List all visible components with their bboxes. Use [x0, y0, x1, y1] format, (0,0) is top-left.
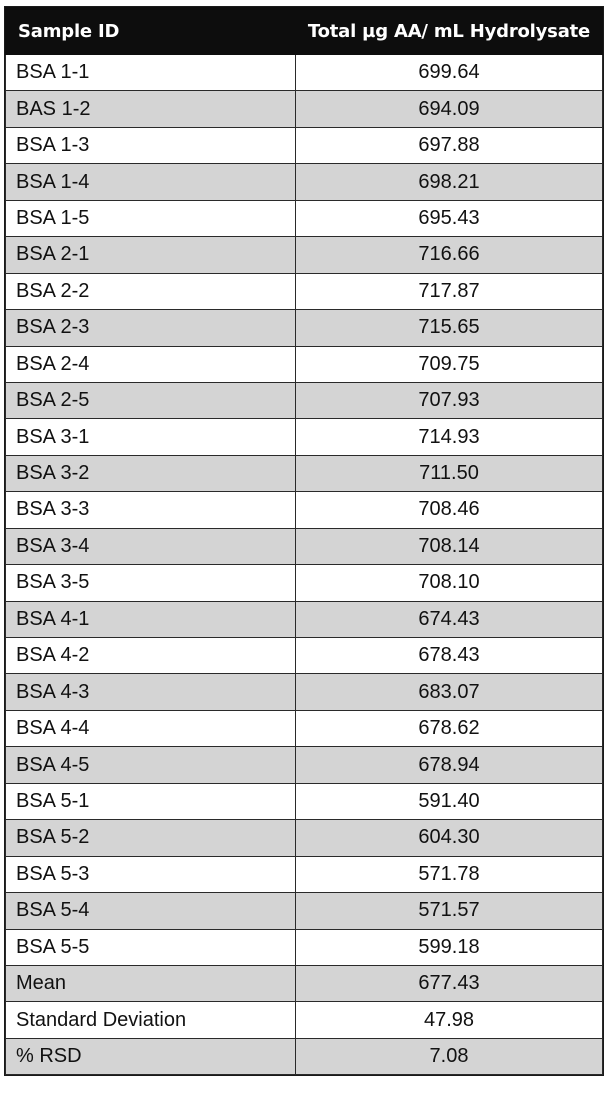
- cell-sample-id: BSA 5-2: [6, 820, 296, 856]
- table-row: [6, 237, 603, 273]
- cell-total-aa-value: 674.43: [296, 601, 603, 637]
- cell-sample-id: BSA 4-5: [6, 747, 296, 783]
- table-row: [6, 273, 603, 309]
- cell-sample-id: BSA 2-1: [6, 237, 296, 273]
- table-row: [6, 710, 603, 746]
- cell-total-aa-value: 697.88: [296, 127, 603, 163]
- cell-total-aa-value: 7.08: [296, 1038, 603, 1074]
- table-row: [6, 164, 603, 200]
- cell-sample-id: BSA 5-5: [6, 929, 296, 965]
- cell-sample-id: BSA 1-1: [6, 55, 296, 91]
- cell-total-aa-value: 708.46: [296, 492, 603, 528]
- cell-total-aa-value: 599.18: [296, 929, 603, 965]
- table-row: [6, 965, 603, 1001]
- table-row: [6, 346, 603, 382]
- cell-total-aa-value: 678.94: [296, 747, 603, 783]
- table-row: [6, 929, 603, 965]
- cell-sample-id: BSA 4-2: [6, 638, 296, 674]
- table-row: [6, 200, 603, 236]
- cell-sample-id: BSA 2-2: [6, 273, 296, 309]
- table-row: [6, 747, 603, 783]
- cell-sample-id: BSA 3-5: [6, 565, 296, 601]
- table-row: [6, 91, 603, 127]
- cell-sample-id: BSA 4-4: [6, 710, 296, 746]
- cell-sample-id: Mean: [6, 965, 296, 1001]
- cell-total-aa-value: 695.43: [296, 200, 603, 236]
- cell-sample-id: BSA 2-4: [6, 346, 296, 382]
- cell-total-aa-value: 709.75: [296, 346, 603, 382]
- table-row: [6, 55, 603, 91]
- results-table-container: [4, 6, 604, 1076]
- cell-total-aa-value: 571.57: [296, 893, 603, 929]
- cell-sample-id: BSA 1-3: [6, 127, 296, 163]
- table-row: [6, 820, 603, 856]
- table-row: [6, 382, 603, 418]
- cell-total-aa-value: 694.09: [296, 91, 603, 127]
- cell-total-aa-value: 699.64: [296, 55, 603, 91]
- cell-total-aa-value: 698.21: [296, 164, 603, 200]
- table-row: [6, 528, 603, 564]
- cell-sample-id: BAS 1-2: [6, 91, 296, 127]
- cell-sample-id: BSA 3-3: [6, 492, 296, 528]
- cell-total-aa-value: 678.43: [296, 638, 603, 674]
- cell-total-aa-value: 707.93: [296, 382, 603, 418]
- cell-total-aa-value: 708.10: [296, 565, 603, 601]
- cell-total-aa-value: 715.65: [296, 310, 603, 346]
- table-row: [6, 638, 603, 674]
- cell-total-aa-value: 677.43: [296, 965, 603, 1001]
- cell-total-aa-value: 717.87: [296, 273, 603, 309]
- cell-sample-id: BSA 2-3: [6, 310, 296, 346]
- cell-sample-id: BSA 2-5: [6, 382, 296, 418]
- cell-total-aa-value: 683.07: [296, 674, 603, 710]
- cell-sample-id: BSA 3-1: [6, 419, 296, 455]
- column-header-sample-id: Sample ID: [6, 8, 296, 55]
- table-row: [6, 674, 603, 710]
- cell-sample-id: BSA 5-1: [6, 783, 296, 819]
- cell-sample-id: BSA 1-4: [6, 164, 296, 200]
- table-row: [6, 893, 603, 929]
- cell-sample-id: BSA 4-1: [6, 601, 296, 637]
- cell-sample-id: % RSD: [6, 1038, 296, 1074]
- cell-total-aa-value: 571.78: [296, 856, 603, 892]
- table-row: [6, 783, 603, 819]
- table-row: [6, 492, 603, 528]
- table-row: [6, 455, 603, 491]
- table-row: [6, 310, 603, 346]
- table-row: [6, 1002, 603, 1038]
- table-row: [6, 565, 603, 601]
- table-row: [6, 1038, 603, 1074]
- cell-total-aa-value: 714.93: [296, 419, 603, 455]
- table-row: [6, 601, 603, 637]
- cell-sample-id: BSA 3-4: [6, 528, 296, 564]
- table-row: [6, 856, 603, 892]
- cell-total-aa-value: 708.14: [296, 528, 603, 564]
- cell-sample-id: BSA 5-3: [6, 856, 296, 892]
- cell-sample-id: BSA 5-4: [6, 893, 296, 929]
- header-row: [6, 8, 603, 55]
- cell-sample-id: BSA 3-2: [6, 455, 296, 491]
- cell-sample-id: Standard Deviation: [6, 1002, 296, 1038]
- table-header: [6, 8, 603, 55]
- cell-total-aa-value: 678.62: [296, 710, 603, 746]
- table-row: [6, 127, 603, 163]
- cell-total-aa-value: 711.50: [296, 455, 603, 491]
- results-table: [5, 7, 603, 1075]
- cell-total-aa-value: 604.30: [296, 820, 603, 856]
- cell-sample-id: BSA 4-3: [6, 674, 296, 710]
- column-header-total-aa: Total µg AA/ mL Hydrolysate: [296, 8, 603, 55]
- cell-total-aa-value: 47.98: [296, 1002, 603, 1038]
- table-row: [6, 419, 603, 455]
- table-body: [6, 55, 603, 1075]
- cell-total-aa-value: 716.66: [296, 237, 603, 273]
- cell-total-aa-value: 591.40: [296, 783, 603, 819]
- cell-sample-id: BSA 1-5: [6, 200, 296, 236]
